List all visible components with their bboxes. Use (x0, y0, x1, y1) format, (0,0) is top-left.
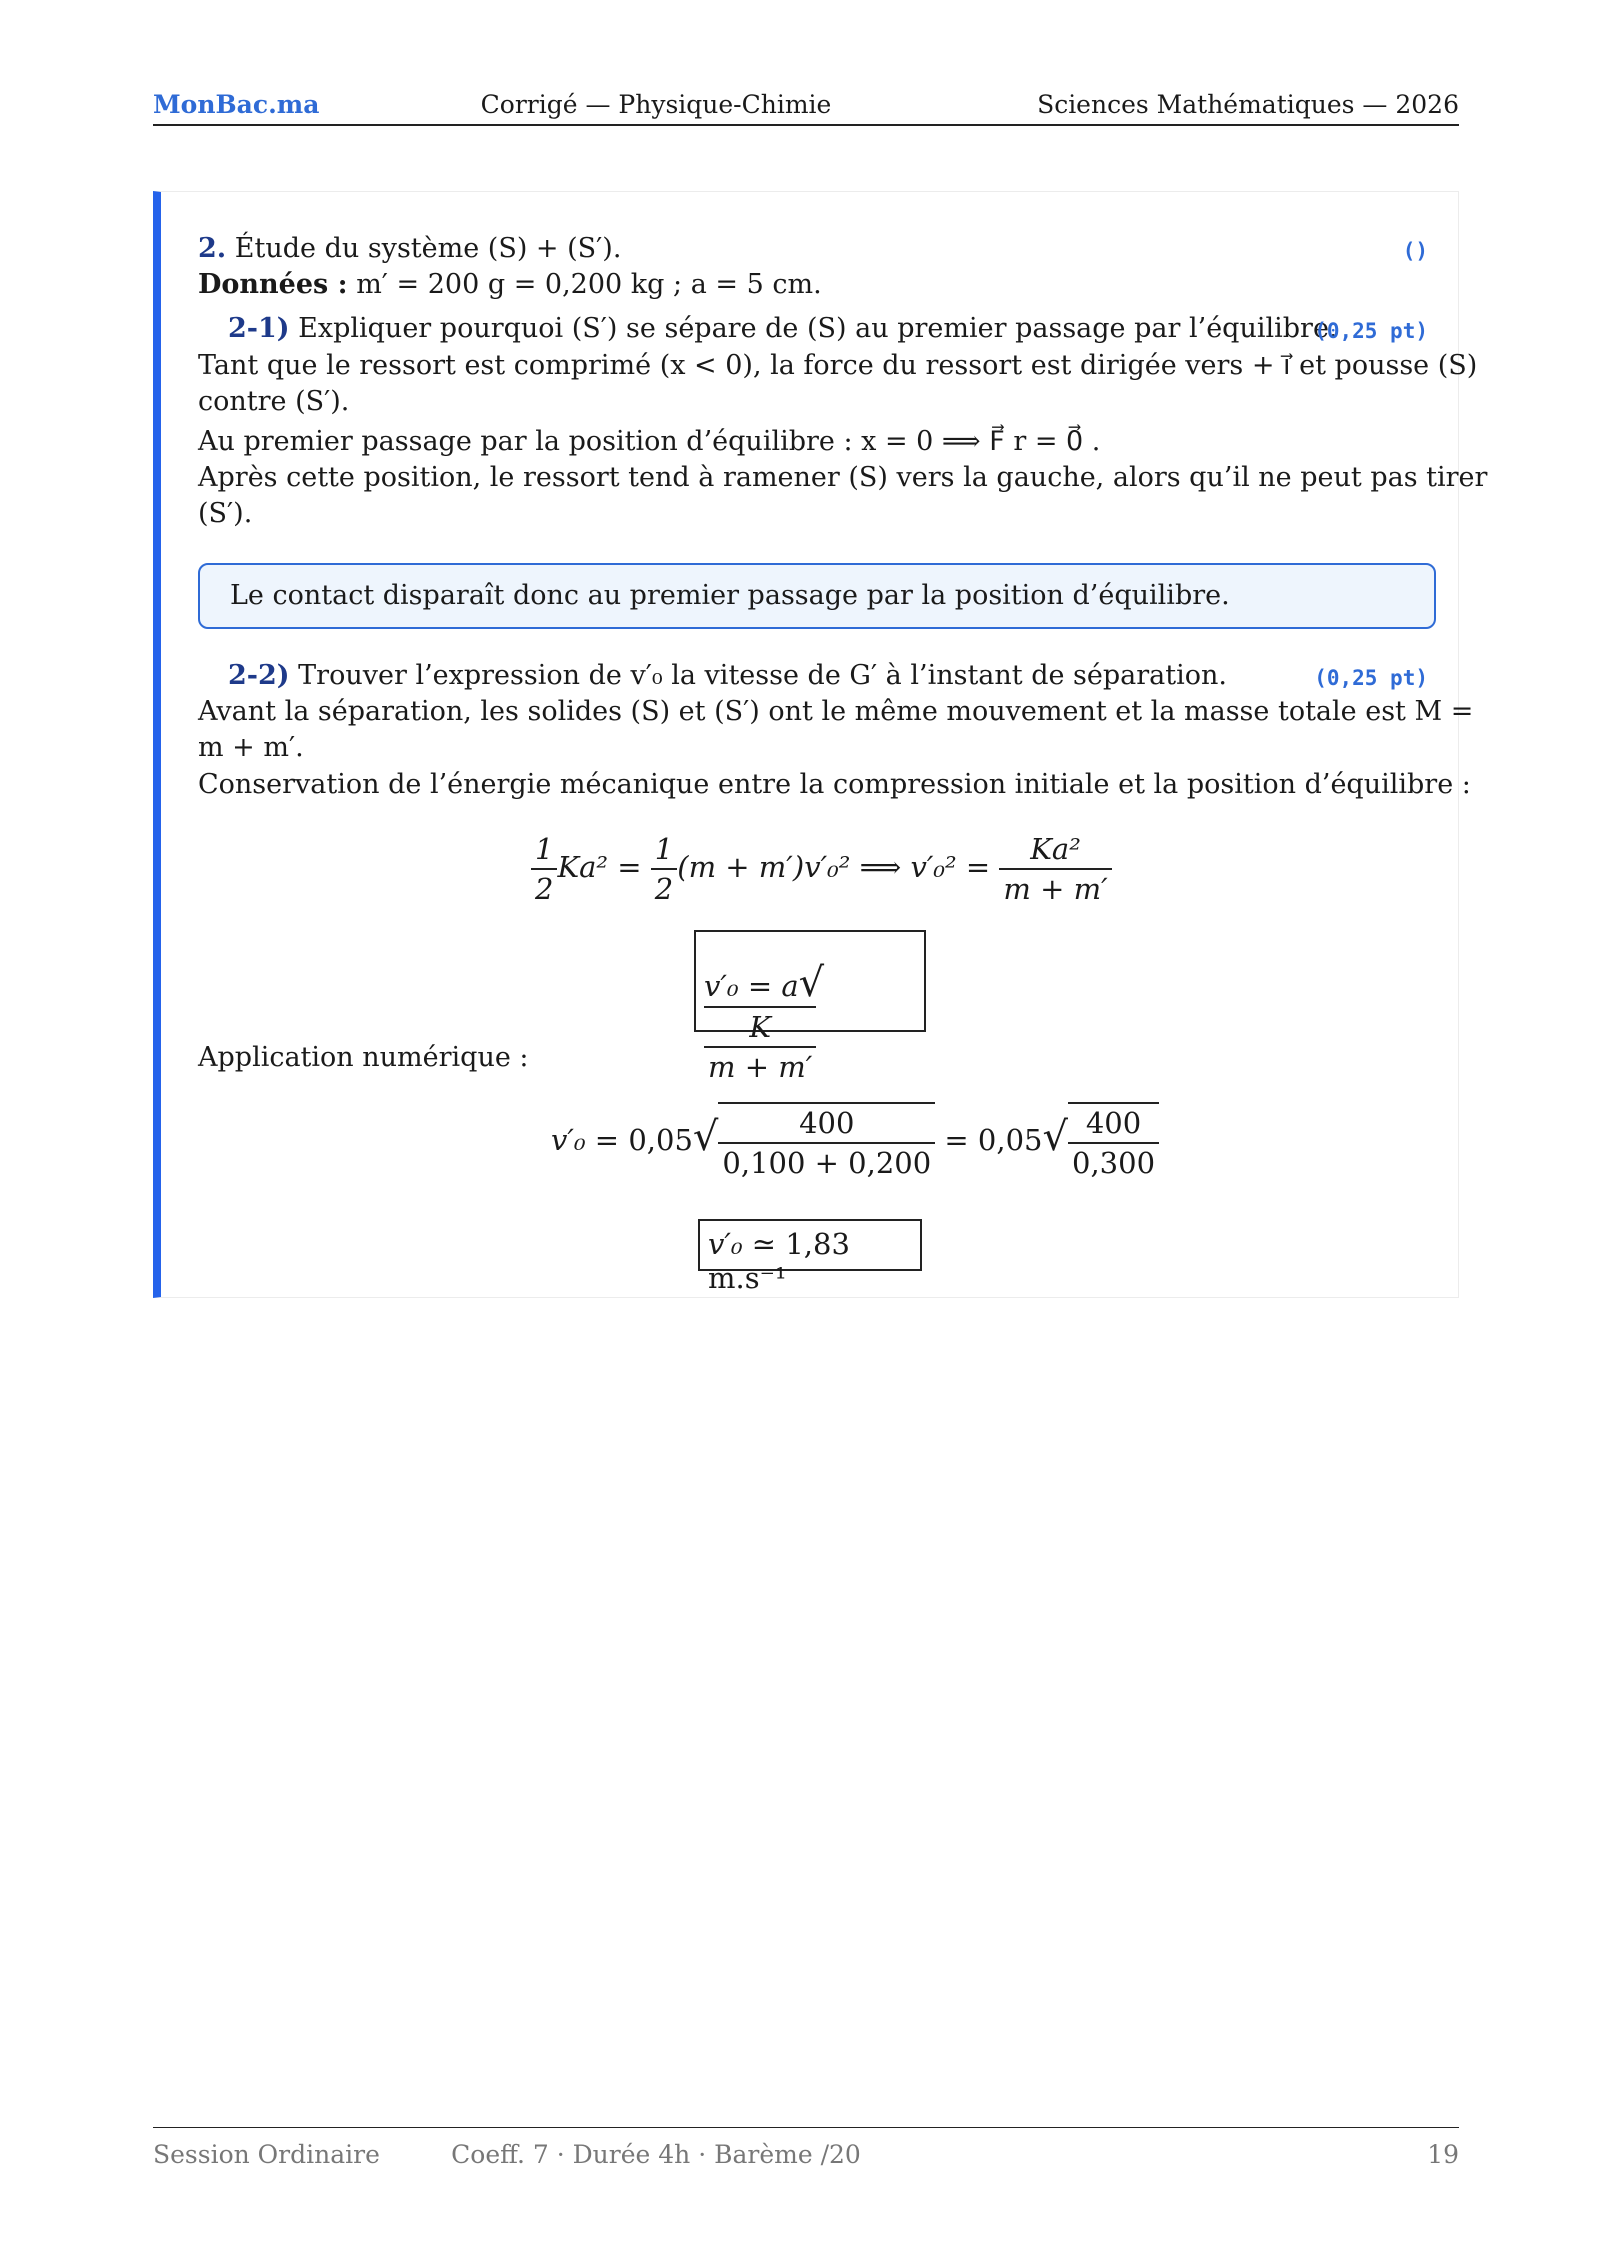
question-2-1 (228, 311, 1338, 347)
result-value-box: v′₀ ≃ 1,83 m.s⁻¹ (698, 1219, 922, 1271)
question-points: (0,25 pt) (1314, 319, 1428, 343)
exercise-card (153, 191, 1488, 1298)
brand-logo[interactable]: MonBac.ma (153, 90, 320, 119)
energy-equation: $\frac{1}{2}$ Ka² = $\frac{1}{2}$ (m + m′)v′₀² ⟹ v′₀² = $\frac{\text{Ka²}}{m + m'}$ (531, 830, 1112, 908)
page-number: 19 (1427, 2140, 1459, 2169)
answer-line: (S′). (198, 498, 253, 529)
answer-line: Au premier passage par la position d’équilibre : x = 0 ⟹ F⃗ r = 0⃗ . (198, 426, 1101, 457)
result-expression-box: v′₀ = a√ $\frac{K}{m + m'}$ (694, 930, 926, 1032)
question-text: Expliquer pourquoi (S′) se sépare de (S) au premier passage par l’équilibre. (298, 313, 1338, 344)
question-number: 2-2) (228, 660, 290, 691)
section-heading (198, 231, 621, 267)
answer-line: Conservation de l’énergie mécanique entre la compression initiale et la position d’équilibre : (198, 769, 1471, 800)
header-title: Corrigé — Physique-Chimie (480, 90, 832, 119)
header-series: Sciences Mathématiques — 2026 (1037, 90, 1459, 119)
question-2-2 (228, 658, 1227, 694)
footer-session: Session Ordinaire (153, 2140, 380, 2169)
answer-line: Avant la séparation, les solides (S) et (S′) ont le même mouvement et la masse totale est M = (198, 696, 1474, 727)
conclusion-box: Le contact disparaît donc au premier passage par la position d’équilibre. (198, 563, 1436, 629)
data-label: Données : (198, 269, 348, 300)
answer-line: Après cette position, le ressort tend à ramener (S) vers la gauche, alors qu’il ne peut pas tirer (198, 462, 1488, 493)
section-title: Étude du système (S) + (S′). (234, 233, 622, 264)
footer-info: Coeff. 7 · Durée 4h · Barème /20 (451, 2140, 861, 2169)
question-text: Trouver l’expression de v′₀ la vitesse de G′ à l’instant de séparation. (298, 660, 1227, 691)
page-footer (153, 2127, 1459, 2187)
page-header (153, 90, 1459, 126)
answer-line: m + m′. (198, 732, 304, 763)
numeric-application: v′₀ = 0,05√ $\frac{400}{0,100 + 0,200}$ = 0,05√ $\frac{400}{0,300}$ (551, 1102, 1159, 1182)
section-points: () (1402, 239, 1428, 263)
data-line (198, 267, 822, 303)
answer-line: contre (S′). (198, 386, 350, 417)
app-label: Application numérique : (198, 1042, 529, 1073)
data-values: m′ = 200 g = 0,200 kg ; a = 5 cm. (356, 269, 822, 300)
question-points: (0,25 pt) (1314, 666, 1428, 690)
answer-line: Tant que le ressort est comprimé (x < 0), la force du ressort est dirigée vers + i⃗ et pousse (S) (198, 350, 1478, 381)
question-number: 2-1) (228, 313, 290, 344)
section-number: 2. (198, 233, 227, 264)
